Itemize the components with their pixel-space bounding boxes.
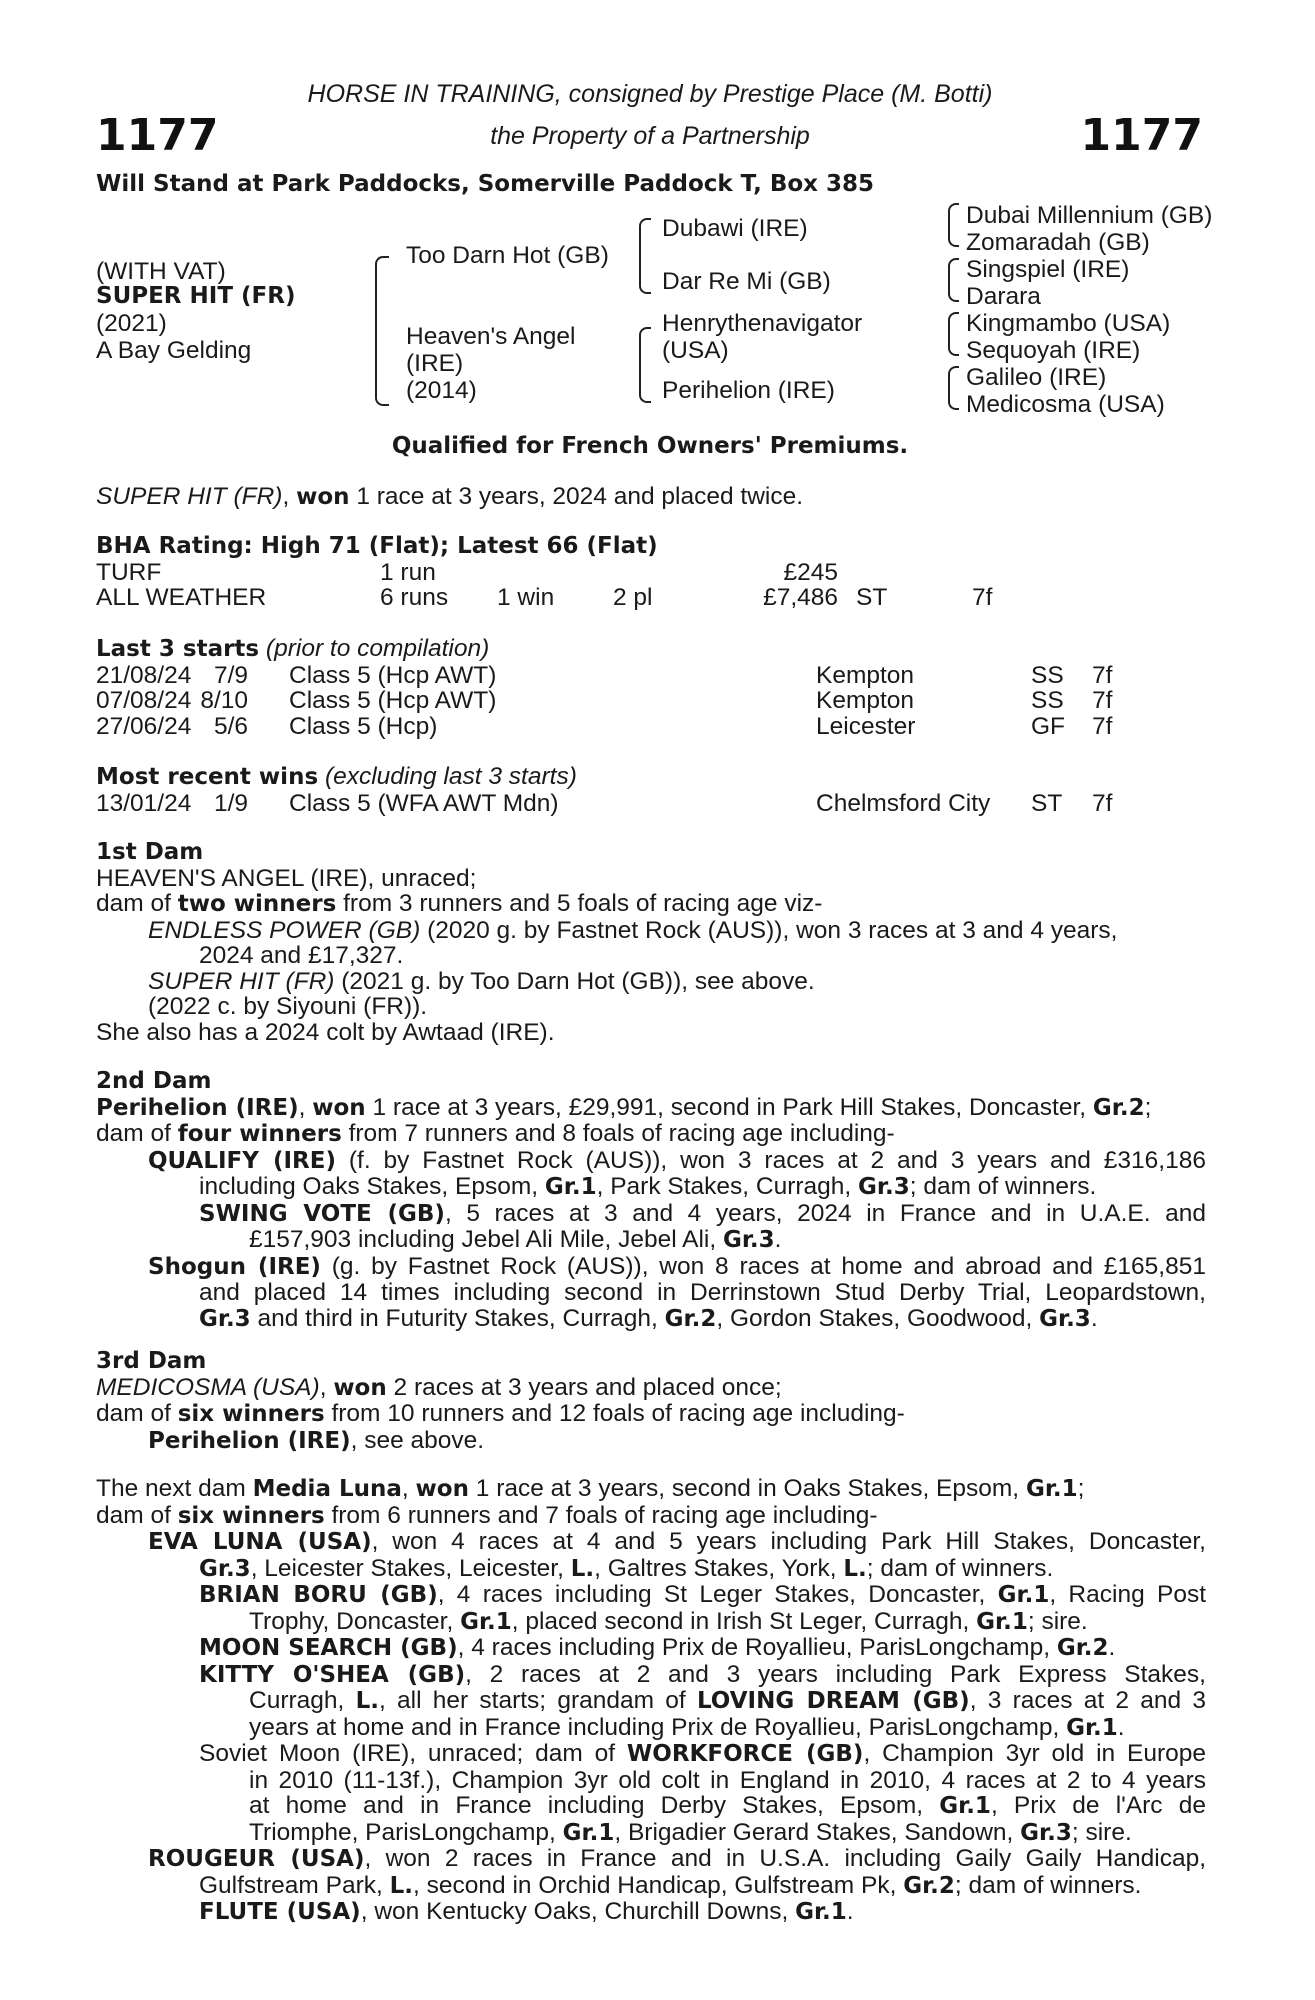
next-dam-produce-line: dam of six winners from 6 runners and 7 foals of racing age including-	[96, 1501, 878, 1529]
produce-soviet-moon: Soviet Moon (IRE), unraced; dam of WORKFORCE (GB), Champion 3yr old in Europe	[199, 1740, 1206, 1767]
pedigree-damsire-name: Henrythenavigator	[662, 310, 863, 337]
pedigree-brace	[639, 218, 651, 294]
race-dist: 7f	[1092, 687, 1113, 714]
recent-wins-note: (excluding last 3 starts)	[318, 763, 577, 790]
first-dam-title: 1st Dam	[96, 839, 204, 865]
race-row	[96, 663, 1206, 689]
produce-endless-power-cont: 2024 and £17,327.	[199, 942, 404, 969]
summary-text: 1 race at 3 years, 2024 and placed twice.	[349, 483, 804, 510]
produce-soviet-moon-cont3: Triomphe, ParisLongchamp, Gr.1, Brigadier Gerard Stakes, Sandown, Gr.3; sire.	[249, 1818, 1132, 1846]
turf-prize: £245	[783, 558, 838, 586]
rating-aw-row	[96, 585, 1206, 611]
produce-kitty-oshea-cont: Curragh, L., all her starts; grandam of LOVING DREAM (GB), 3 races at 2 and 3	[249, 1687, 1207, 1714]
pedigree-dam-dam: Perihelion (IRE)	[662, 377, 835, 404]
race-date: 07/08/24	[96, 687, 192, 714]
second-dam-line: Perihelion (IRE), won 1 race at 3 years, £29,991, second in Park Hill Stakes, Doncaster, Gr.2;	[96, 1093, 1152, 1121]
race-date: 27/06/24	[96, 712, 192, 740]
race-course: Kempton	[816, 661, 915, 689]
summary-horse-name: SUPER HIT (FR)	[96, 483, 283, 510]
horse-description: A Bay Gelding	[96, 337, 252, 364]
aw-distance: 7f	[972, 584, 993, 611]
pedigree-sire-dam: Dar Re Mi (GB)	[662, 268, 831, 295]
race-pos: 1/9	[213, 789, 248, 817]
race-course: Leicester	[816, 712, 916, 740]
race-row	[96, 714, 1206, 740]
produce-moon-search: MOON SEARCH (GB), 4 races including Prix de Royallieu, ParisLongchamp, Gr.2.	[199, 1634, 1116, 1661]
race-dist: 7f	[1092, 789, 1113, 817]
race-date: 13/01/24	[96, 789, 192, 817]
property-line: the Property of a Partnership	[490, 122, 810, 150]
race-pos: 5/6	[213, 712, 248, 740]
rating-section	[96, 534, 1206, 611]
aw-placed: 2 pl	[613, 584, 653, 611]
third-dam-line: MEDICOSMA (USA), won 2 races at 3 years and placed once;	[96, 1373, 782, 1401]
pedigree-sss: Dubai Millennium (GB)	[966, 202, 1213, 229]
pedigree-sire-sire: Dubawi (IRE)	[662, 215, 808, 242]
first-dam-produce-line: dam of two winners from 3 runners and 5 foals of racing age viz-	[96, 890, 823, 917]
pedigree-brace	[948, 312, 959, 356]
vat-note: (WITH VAT)	[96, 258, 226, 285]
pedigree-dam-origin: (IRE)	[406, 350, 464, 377]
race-going: SS	[1031, 687, 1064, 714]
turf-label: TURF	[96, 558, 162, 586]
produce-shogun: Shogun (IRE) (g. by Fastnet Rock (AUS)), won 8 races at home and abroad and £165,851	[148, 1252, 1206, 1280]
pedigree-ssd: Zomaradah (GB)	[966, 229, 1150, 256]
produce-swing-vote: SWING VOTE (GB), 5 races at 3 and 4 years, 2024 in France and in U.A.E. and	[199, 1199, 1206, 1227]
produce-eva-luna-cont: Gr.3, Leicester Stakes, Leicester, L., Galtres Stakes, York, L.; dam of winners.	[199, 1554, 1054, 1582]
last-starts-table	[96, 663, 1206, 740]
produce-qualify-cont: including Oaks Stakes, Epsom, Gr.1, Park Stakes, Curragh, Gr.3; dam of winners.	[199, 1173, 1097, 1200]
produce-rougeur-cont: Gulfstream Park, L., second in Orchid Handicap, Gulfstream Pk, Gr.2; dam of winners.	[199, 1871, 1142, 1899]
pedigree-dam-year: (2014)	[406, 377, 477, 404]
recent-wins-section	[96, 764, 1206, 816]
race-course: Chelmsford City	[816, 789, 991, 817]
last-starts-title: Last 3 starts	[96, 636, 260, 662]
race-summary: SUPER HIT (FR), won 1 race at 3 years, 2024 and placed twice.	[96, 483, 804, 510]
recent-wins-title: Most recent wins	[96, 764, 319, 790]
race-going: SS	[1031, 661, 1064, 689]
race-row	[96, 791, 1206, 817]
first-dam-section	[96, 840, 1206, 1045]
turf-runs: 1 run	[380, 558, 436, 586]
produce-kitty-oshea: KITTY O'SHEA (GB), 2 races at 2 and 3 years including Park Express Stakes,	[199, 1660, 1206, 1688]
third-dam-title: 3rd Dam	[96, 1348, 207, 1374]
aw-going: ST	[856, 584, 888, 611]
pedigree-brace	[948, 258, 959, 302]
pedigree-sire: Too Darn Hot (GB)	[406, 242, 609, 269]
aw-runs: 6 runs	[380, 584, 449, 611]
pedigree-dam-name: Heaven's Angel	[406, 323, 576, 350]
race-going: GF	[1031, 712, 1066, 740]
second-dam-title: 2nd Dam	[96, 1068, 212, 1094]
first-dam-line: HEAVEN'S ANGEL (IRE), unraced;	[96, 864, 477, 892]
consignor-line: HORSE IN TRAINING, consigned by Prestige Place (M. Botti)	[307, 80, 993, 108]
produce-brian-boru-cont: Trophy, Doncaster, Gr.1, placed second in Irish St Leger, Curragh, Gr.1; sire.	[249, 1607, 1088, 1635]
race-course: Kempton	[816, 687, 915, 714]
race-dist: 7f	[1092, 712, 1113, 740]
produce-rougeur: ROUGEUR (USA), won 2 races in France and in U.S.A. including Gaily Gaily Handicap,	[148, 1845, 1206, 1872]
produce-shogun-cont2: Gr.3 and third in Futurity Stakes, Curragh, Gr.2, Gordon Stakes, Goodwood, Gr.3.	[199, 1304, 1098, 1332]
race-cls: Class 5 (WFA AWT Mdn)	[289, 789, 559, 817]
produce-kitty-oshea-cont2: years at home and in France including Prix de Royallieu, ParisLongchamp, Gr.1.	[249, 1713, 1125, 1741]
produce-2022-colt: (2022 c. by Siyouni (FR)).	[148, 993, 428, 1020]
third-dam-section	[96, 1349, 1206, 1454]
rating-title: BHA Rating: High 71 (Flat); Latest 66 (Flat)	[96, 533, 658, 559]
pedigree-damsire-origin: (USA)	[662, 337, 729, 364]
race-cls: Class 5 (Hcp)	[289, 712, 438, 740]
next-dam-line: The next dam Media Luna, won 1 race at 3 years, second in Oaks Stakes, Epsom, Gr.1;	[96, 1475, 1085, 1502]
last-starts-section	[96, 636, 1206, 739]
race-cls: Class 5 (Hcp AWT)	[289, 661, 497, 689]
lot-number-left: 1177	[96, 110, 219, 161]
last-starts-note: (prior to compilation)	[259, 635, 490, 662]
pedigree-dsd: Sequoyah (IRE)	[966, 337, 1141, 364]
produce-eva-luna: EVA LUNA (USA), won 4 races at 4 and 5 years including Park Hill Stakes, Doncaster,	[148, 1528, 1206, 1555]
recent-wins-heading	[96, 764, 1206, 791]
aw-wins: 1 win	[497, 584, 555, 611]
qualified-note: Qualified for French Owners' Premiums.	[391, 433, 909, 459]
produce-2024-colt: She also has a 2024 colt by Awtaad (IRE).	[96, 1018, 555, 1046]
pedigree-brace	[948, 366, 959, 410]
race-going: ST	[1031, 789, 1063, 817]
aw-prize: £7,486	[763, 584, 838, 611]
race-pos: 7/9	[213, 661, 248, 689]
race-dist: 7f	[1092, 661, 1113, 689]
produce-perihelion: Perihelion (IRE), see above.	[148, 1426, 485, 1454]
race-cls: Class 5 (Hcp AWT)	[289, 687, 497, 714]
produce-flute: FLUTE (USA), won Kentucky Oaks, Churchill Downs, Gr.1.	[199, 1898, 854, 1925]
horse-name: SUPER HIT (FR)	[96, 283, 296, 309]
race-date: 21/08/24	[96, 661, 192, 689]
horse-year: (2021)	[96, 310, 167, 337]
second-dam-produce-line: dam of four winners from 7 runners and 8 foals of racing age including-	[96, 1120, 895, 1147]
won-label: won	[296, 484, 350, 510]
produce-endless-power: ENDLESS POWER (GB) (2020 g. by Fastnet Rock (AUS)), won 3 races at 3 and 4 years,	[148, 916, 1118, 944]
pedigree-sdd: Darara	[966, 283, 1041, 310]
recent-wins-table	[96, 791, 1206, 817]
aw-label: ALL WEATHER	[96, 584, 267, 611]
race-row	[96, 688, 1206, 714]
pedigree-ddd: Medicosma (USA)	[966, 391, 1165, 418]
race-pos: 8/10	[200, 687, 248, 714]
next-dam-section	[96, 1476, 1206, 1926]
produce-brian-boru: BRIAN BORU (GB), 4 races including St Leger Stakes, Doncaster, Gr.1, Racing Post	[199, 1581, 1206, 1608]
produce-soviet-moon-cont: in 2010 (11-13f.), Champion 3yr old colt in England in 2010, 4 races at 2 to 4 years	[249, 1766, 1206, 1794]
pedigree-dss: Kingmambo (USA)	[966, 310, 1171, 337]
lot-number-right: 1177	[1080, 110, 1203, 161]
pedigree-brace	[948, 203, 959, 247]
second-dam-section	[96, 1069, 1206, 1332]
pedigree-sds: Singspiel (IRE)	[966, 256, 1130, 283]
stand-location: Will Stand at Park Paddocks, Somerville Paddock T, Box 385	[96, 171, 875, 197]
produce-shogun-cont: and placed 14 times including second in Derrinstown Stud Derby Trial, Leopardstown,	[199, 1279, 1206, 1306]
produce-swing-vote-cont: £157,903 including Jebel Ali Mile, Jebel Ali, Gr.3.	[249, 1226, 782, 1253]
rating-turf-row	[96, 560, 1206, 586]
produce-soviet-moon-cont2: at home and in France including Derby Stakes, Epsom, Gr.1, Prix de l'Arc de	[249, 1792, 1206, 1819]
last-starts-heading	[96, 636, 1206, 663]
produce-qualify: QUALIFY (IRE) (f. by Fastnet Rock (AUS)), won 3 races at 2 and 3 years and £316,186	[148, 1146, 1206, 1174]
produce-super-hit: SUPER HIT (FR) (2021 g. by Too Darn Hot (GB)), see above.	[148, 967, 815, 995]
third-dam-produce-line: dam of six winners from 10 runners and 12 foals of racing age including-	[96, 1400, 905, 1427]
pedigree-dds: Galileo (IRE)	[966, 364, 1107, 391]
pedigree-brace	[639, 327, 651, 403]
pedigree-brace	[375, 256, 389, 406]
